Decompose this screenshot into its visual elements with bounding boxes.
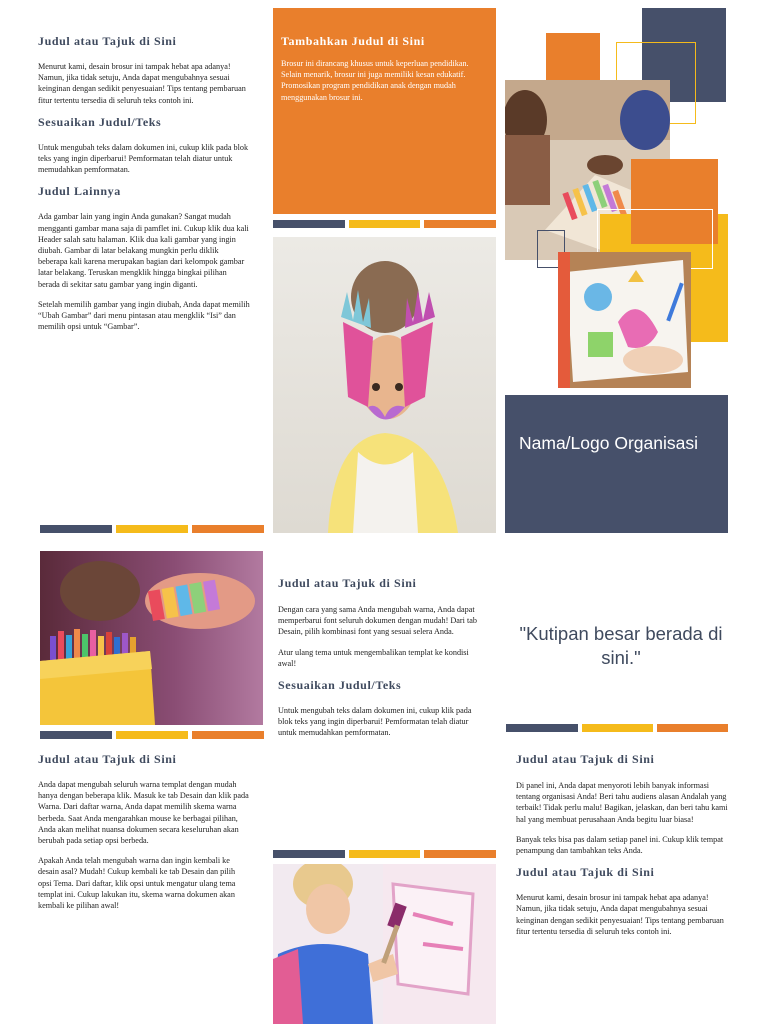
panel4-heading: Judul atau Tajuk di Sini [38, 752, 177, 766]
divider-bar [192, 525, 264, 533]
orange-title-box [273, 8, 496, 214]
panel-6 [516, 752, 728, 937]
panel5-text-1: Dengan cara yang sama Anda mengubah warna, Anda dapat memperbarui font seluruh dokumen dengan mudah! Dari tab Desain, pilih kombinasi font yang sesuai selera Anda. [278, 605, 477, 637]
panel5-text-2: Atur ulang tema untuk mengembalikan templat ke kondisi awal! [278, 647, 469, 668]
child-painted-hands-photo [273, 237, 496, 533]
organization-box [505, 395, 728, 533]
divider-bar [40, 525, 112, 533]
panel1-heading-1: Judul atau Tajuk di Sini [38, 34, 177, 48]
panel-4 [38, 752, 250, 911]
panel6-text-2: Banyak teks bisa pas dalam setiap panel ini. Cukup klik tempat penampung dan tambahkan teks Anda. [516, 834, 724, 856]
crayon-box-photo [40, 551, 263, 725]
divider-bar [273, 220, 345, 228]
divider-bar [349, 850, 420, 858]
panel4-text-2: Apakah Anda telah mengubah warna dan ingin kembali ke desain asal? Mudah! Cukup kembali ke tab Desain dan pilih opsi Tema. Dari daftar, klik opsi untuk mengatur ulang tema templat ini. Cukup lakukan itu, skema warna dokumen akan kembali ke pilihan awal! [38, 856, 236, 911]
panel5-heading-2: Sesuaikan Judul/Teks [278, 678, 402, 693]
panel6-heading-2: Judul atau Tajuk di Sini [516, 865, 655, 880]
panel-5 [278, 576, 480, 739]
panel1-text-3b: Setelah memilih gambar yang ingin diubah, Anda dapat memilih “Ubah Gambar” dari menu pintasan atau mengklik “Isi” dan memilih opsi untuk “Gambar”. [38, 299, 250, 332]
panel1-heading-3: Judul Lainnya [38, 184, 121, 199]
organization-name: Nama/Logo Organisasi [519, 433, 698, 453]
divider-bar [506, 724, 578, 732]
divider-bar [116, 525, 188, 533]
panel5-heading-1: Judul atau Tajuk di Sini [278, 576, 417, 590]
divider-bar [40, 731, 112, 739]
divider-bar [192, 731, 264, 739]
panel1-heading-2: Sesuaikan Judul/Teks [38, 114, 162, 129]
divider-bar [273, 850, 345, 858]
panel-1 [38, 34, 250, 332]
divider-bar [424, 220, 496, 228]
orange-decor-square [546, 33, 600, 81]
panel4-text-1: Anda dapat mengubah seluruh warna templat dengan mudah hanya dengan beberapa klik. Masuk ke tab Desain dan klik pada Warna. Dari daftar warna, Anda dapat memilih skema warna berbeda. Saat Anda mengarahkan mouse ke berbagai pilihan, Anda akan melihat nuansa dokumen secara keseluruhan akan berubah pada setiap opsi berbeda. [38, 780, 249, 846]
child-drawing-photo [558, 252, 691, 388]
panel1-text-3a: Ada gambar lain yang ingin Anda gunakan? Sangat mudah mengganti gambar mana saja di pamflet ini. Cukup klik dua kali Header salah satu halaman. Klik dua kali gambar yang ingin diubah. Gambar di latar belakang mungkin perlu diklik beberapa kali karena merupakan bagian dari kelompok gambar latar belakang. Teruskan mengklik hingga bingkai pilihan berada di sekitar satu gambar yang ingin diganti. [38, 212, 249, 289]
divider-bar [657, 724, 728, 732]
divider-bar [424, 850, 496, 858]
panel6-text-3: Menurut kami, desain brosur ini tampak hebat apa adanya! Namun, jika tidak setuju, Anda dapat mengubahnya sesuai keinginan dengan sedikit penyesuaian! Tips tentang pembaruan fitur tertentu tersedia di seluruh teks contoh ini. [516, 893, 724, 936]
child-painting-photo [273, 864, 496, 1024]
panel2-heading: Tambahkan Judul di Sini [281, 34, 425, 48]
panel1-text-2: Untuk mengubah teks dalam dokumen ini, cukup klik pada blok teks yang ingin diperbarui! Pemformatan telah diatur untuk memudahkan pemformatan. [38, 142, 249, 175]
divider-bar [116, 731, 188, 739]
divider-bar [349, 220, 420, 228]
panel6-text-1: Di panel ini, Anda dapat menyoroti lebih banyak informasi tentang organisasi Anda! Beri tahu audiens alasan Andalah yang terbaik! Tidak perlu malu! Bagikan, jelaskan, dan beri tahu kami hal yang membuat perusahaan Anda begitu luar biasa! [516, 781, 728, 824]
panel2-text: Brosur ini dirancang khusus untuk keperluan pendidikan. Selain menarik, brosur ini juga memiliki kesan edukatif. Promosikan program pendidikan anak dengan mudah menggunakan brosur ini. [281, 59, 469, 102]
divider-bar [582, 724, 653, 732]
panel1-text-1: Menurut kami, desain brosur ini tampak hebat apa adanya! Namun, jika tidak setuju, Anda dapat mengubahnya sesuai keinginan dengan sedikit penyesuaian! Tips tentang pembaruan fitur tertentu tersedia di seluruh teks contoh ini. [38, 62, 246, 105]
pull-quote: "Kutipan besar berada di sini." [519, 623, 723, 668]
panel5-text-3: Untuk mengubah teks dalam dokumen ini, cukup klik pada blok teks yang ingin diperbarui! Pemformatan telah diatur untuk memudahkan pemformatan. [278, 706, 472, 738]
panel6-heading-1: Judul atau Tajuk di Sini [516, 752, 655, 766]
